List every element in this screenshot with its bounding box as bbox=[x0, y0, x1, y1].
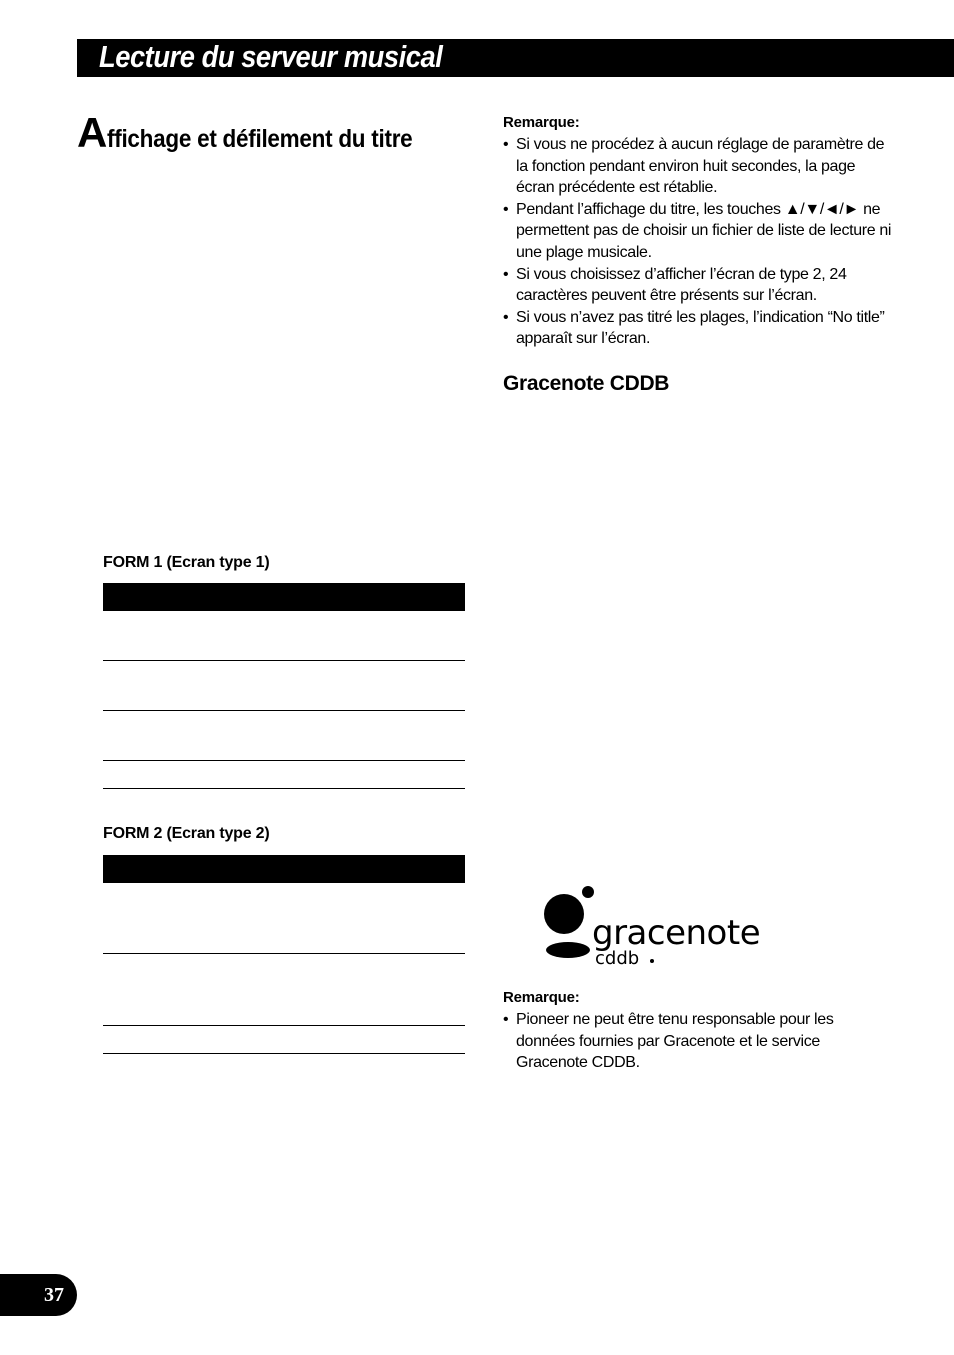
form2-row-divider bbox=[103, 1025, 465, 1026]
gracenote-logo bbox=[540, 884, 770, 968]
note-block-2 bbox=[503, 989, 893, 1074]
note-item: • Pioneer ne peut être tenu responsable pour les données fournies par Gracenote et le service Gracenote CDDB. bbox=[503, 1009, 893, 1074]
section-heading-initial: A bbox=[77, 109, 108, 156]
section-heading-text: ffichage et défilement du titre bbox=[107, 125, 413, 153]
gracenote-logo-sub: cddb bbox=[595, 948, 640, 968]
gracenote-logo-trademark bbox=[650, 959, 654, 963]
note-title: Remarque: bbox=[503, 114, 580, 131]
form2-row-divider bbox=[103, 953, 465, 954]
form2-table-header bbox=[103, 855, 465, 883]
form1-label: FORM 1 (Ecran type 1) bbox=[103, 554, 270, 571]
form1-row-divider bbox=[103, 760, 465, 761]
note-title: Remarque: bbox=[503, 989, 580, 1006]
form2-label: FORM 2 (Ecran type 2) bbox=[103, 825, 270, 842]
form1-row-divider bbox=[103, 710, 465, 711]
note-block-1 bbox=[503, 114, 893, 350]
page-title: Lecture du serveur musical bbox=[99, 39, 443, 74]
form1-table-bottom-rule bbox=[103, 788, 465, 789]
page-number: 37 bbox=[44, 1284, 64, 1306]
page-number-tab bbox=[0, 1274, 77, 1316]
gracenote-logo-base bbox=[546, 942, 590, 958]
form1-table-header bbox=[103, 583, 465, 611]
header-bar bbox=[77, 39, 954, 77]
note-list bbox=[503, 1009, 893, 1074]
form2-table-bottom-rule bbox=[103, 1053, 465, 1054]
form1-row-divider bbox=[103, 660, 465, 661]
note-item: • Si vous ne procédez à aucun réglage de paramètre de la fonction pendant environ huit secondes, la page écran précédente est rétablie. bbox=[503, 134, 893, 199]
gracenote-logo-dot bbox=[582, 886, 594, 898]
gracenote-heading: Gracenote CDDB bbox=[503, 372, 670, 395]
note-item: • Si vous n’avez pas titré les plages, l’indication “No title” apparaît sur l’écran. bbox=[503, 307, 893, 350]
note-item: • Si vous choisissez d’afficher l’écran de type 2, 24 caractères peuvent être présents sur l’écran. bbox=[503, 264, 893, 307]
note-item: • Pendant l’affichage du titre, les touches ▲/▼/◄/► ne permettent pas de choisir un fichier de liste de lecture ni une plage musicale. bbox=[503, 199, 893, 264]
note-list bbox=[503, 134, 893, 350]
gracenote-logo-word: gracenote bbox=[592, 913, 761, 953]
gracenote-logo-head bbox=[544, 894, 584, 934]
section-heading bbox=[77, 109, 446, 156]
